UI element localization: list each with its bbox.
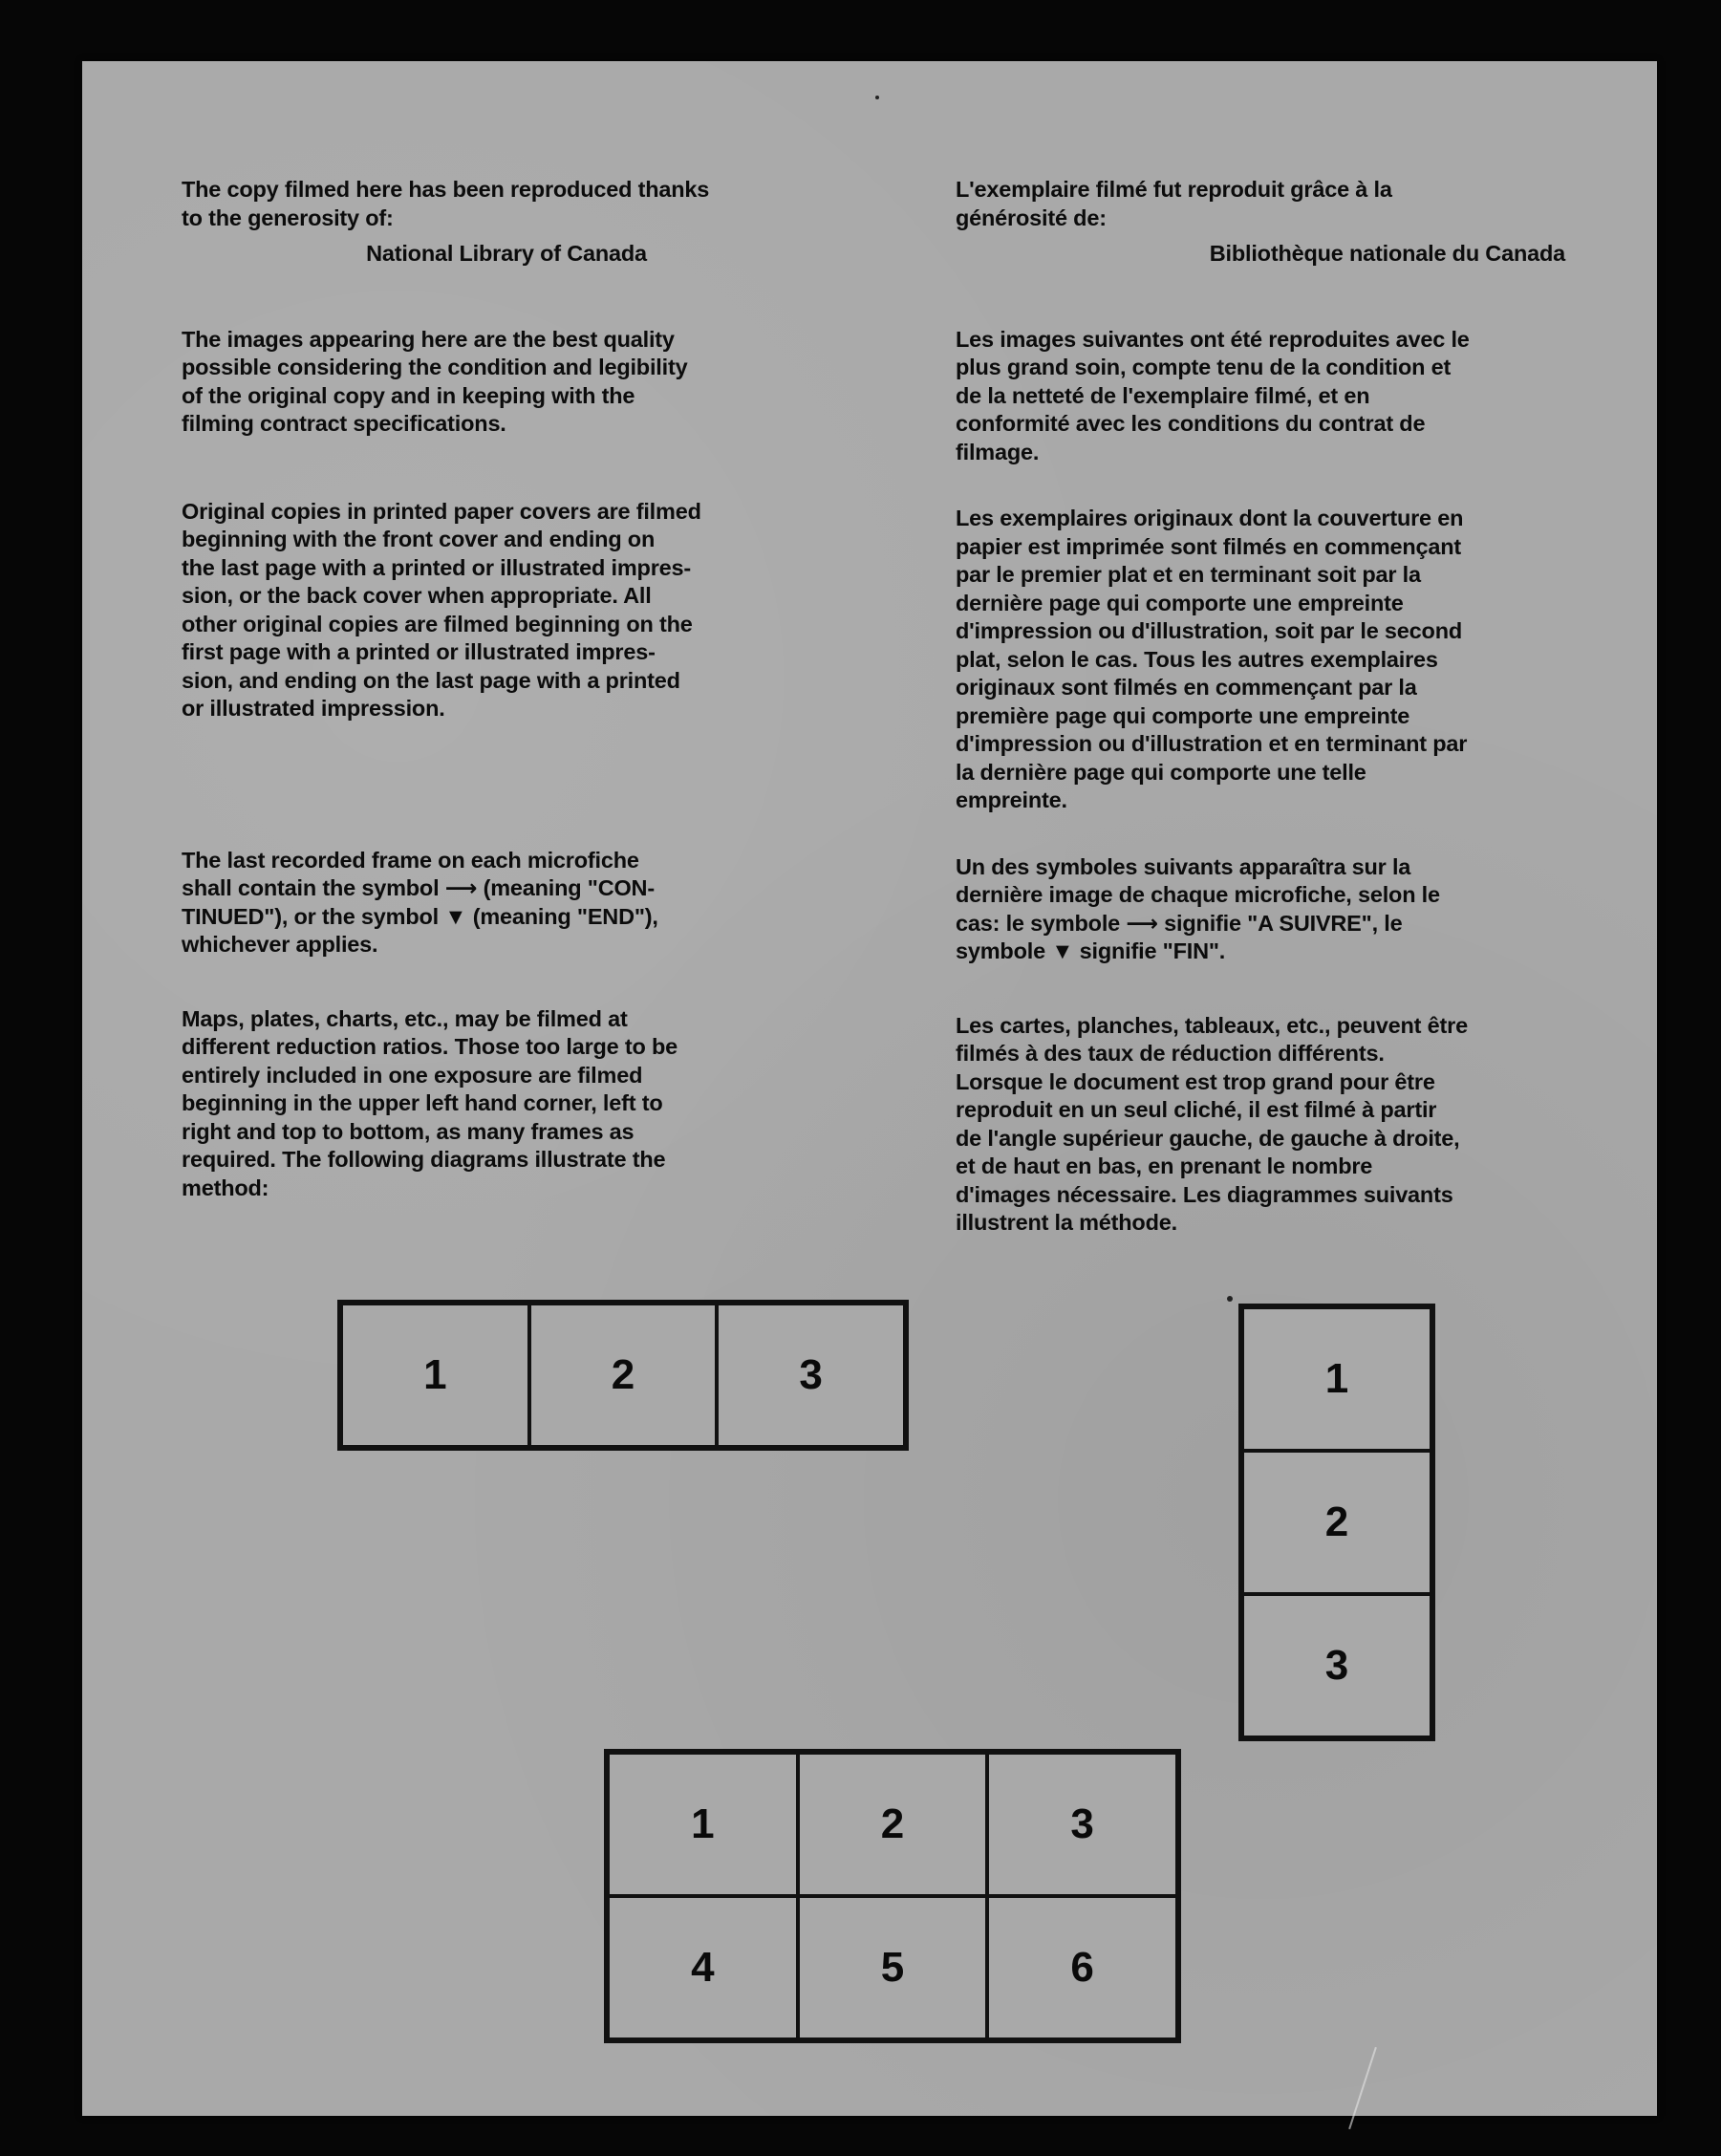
french-credit-text: L'exemplaire filmé fut reproduit grâce à la générosité de:: [956, 177, 1392, 230]
diagram-three-frames-vertical: [1238, 1304, 1435, 1741]
english-maps-text: Maps, plates, charts, etc., may be filmed at different reduction ratios. Those too large to be entirely included in one exposure are filmed beginning in the upper left hand corner, left to right and top to bottom, as many frames as required. The following diagrams illustrate the method:: [182, 1005, 678, 1200]
french-library-name: Bibliothèque nationale du Canada: [1209, 241, 1565, 266]
specks-mark: [875, 96, 879, 99]
english-original-copies-text: Original copies in printed paper covers are filmed beginning with the front cover and ending on the last page with a printed or illustrated impres- sion, or the back cover when appropriate. All other original copies are filmed beginning on the first page with a printed or illustrated impres- sion, and ending on the last page with a printed or illustrated impression.: [182, 498, 701, 721]
english-library-name: National Library of Canada: [366, 241, 647, 266]
frame-cell: 2: [798, 1753, 988, 1896]
french-quality-text: Les images suivantes ont été reproduites avec le plus grand soin, compte tenu de la condition et de la netteté de l'exemplaire filmé, et en conformité avec les conditions du contrat de filmage.: [956, 326, 1470, 464]
frame-cell: 1: [608, 1753, 798, 1896]
frame-cell: 5: [798, 1896, 988, 2039]
english-quality-text: The images appearing here are the best quality possible considering the condition and legibility of the original copy and in keeping with the filming contract specifications.: [182, 326, 688, 436]
frame-cell: 3: [1242, 1594, 1431, 1737]
specks-mark: [1227, 1296, 1233, 1302]
french-column: [956, 176, 1605, 1238]
french-maps-text: Les cartes, planches, tableaux, etc., peuvent être filmés à des taux de réduction différents. Lorsque le document est trop grand pour être reproduit en un seul cliché, il est filmé à partir de l'angle supérieur gauche, de gauche à droite, et de haut en bas, en prenant le nombre d'images nécessaire. Les diagrammes suivants illustrent la méthode.: [956, 1012, 1468, 1235]
frame-cell: 3: [717, 1304, 905, 1447]
diagram-six-frames-grid: [604, 1749, 1181, 2043]
english-column: [182, 176, 831, 1202]
french-original-copies-text: Les exemplaires originaux dont la couverture en papier est imprimée sont filmés en commençant par le premier plat et en terminant soit par la dernière page qui comporte une empreinte d'impression ou d'illustration, soit par le second plat, selon le cas. Tous les autres exemplaires originaux sont filmés en commençant par la première page qui comporte une empreinte d'impression ou d'illustration et en terminant par la dernière page qui comporte une telle empreinte.: [956, 506, 1468, 812]
english-credit-text: The copy filmed here has been reproduced thanks to the generosity of:: [182, 177, 710, 230]
english-symbol-text: The last recorded frame on each microfiche shall contain the symbol ⟶ (meaning "CON- TINUED"), or the symbol ▼ (meaning "END"), whichever applies.: [182, 847, 658, 957]
frame-cell: 1: [1242, 1307, 1431, 1451]
french-symbol-text: Un des symboles suivants apparaîtra sur la dernière image de chaque microfiche, selon le cas: le symbole ⟶ signifie "A SUIVRE", le symbole ▼ signifie "FIN".: [956, 853, 1440, 963]
frame-cell: 2: [1242, 1451, 1431, 1594]
frame-cell: 3: [987, 1753, 1177, 1896]
frame-cell: 1: [341, 1304, 529, 1447]
frame-cell: 6: [987, 1896, 1177, 2039]
frame-cell: 2: [529, 1304, 718, 1447]
frame-cell: 4: [608, 1896, 798, 2039]
diagram-three-frames-horizontal: [337, 1300, 909, 1451]
